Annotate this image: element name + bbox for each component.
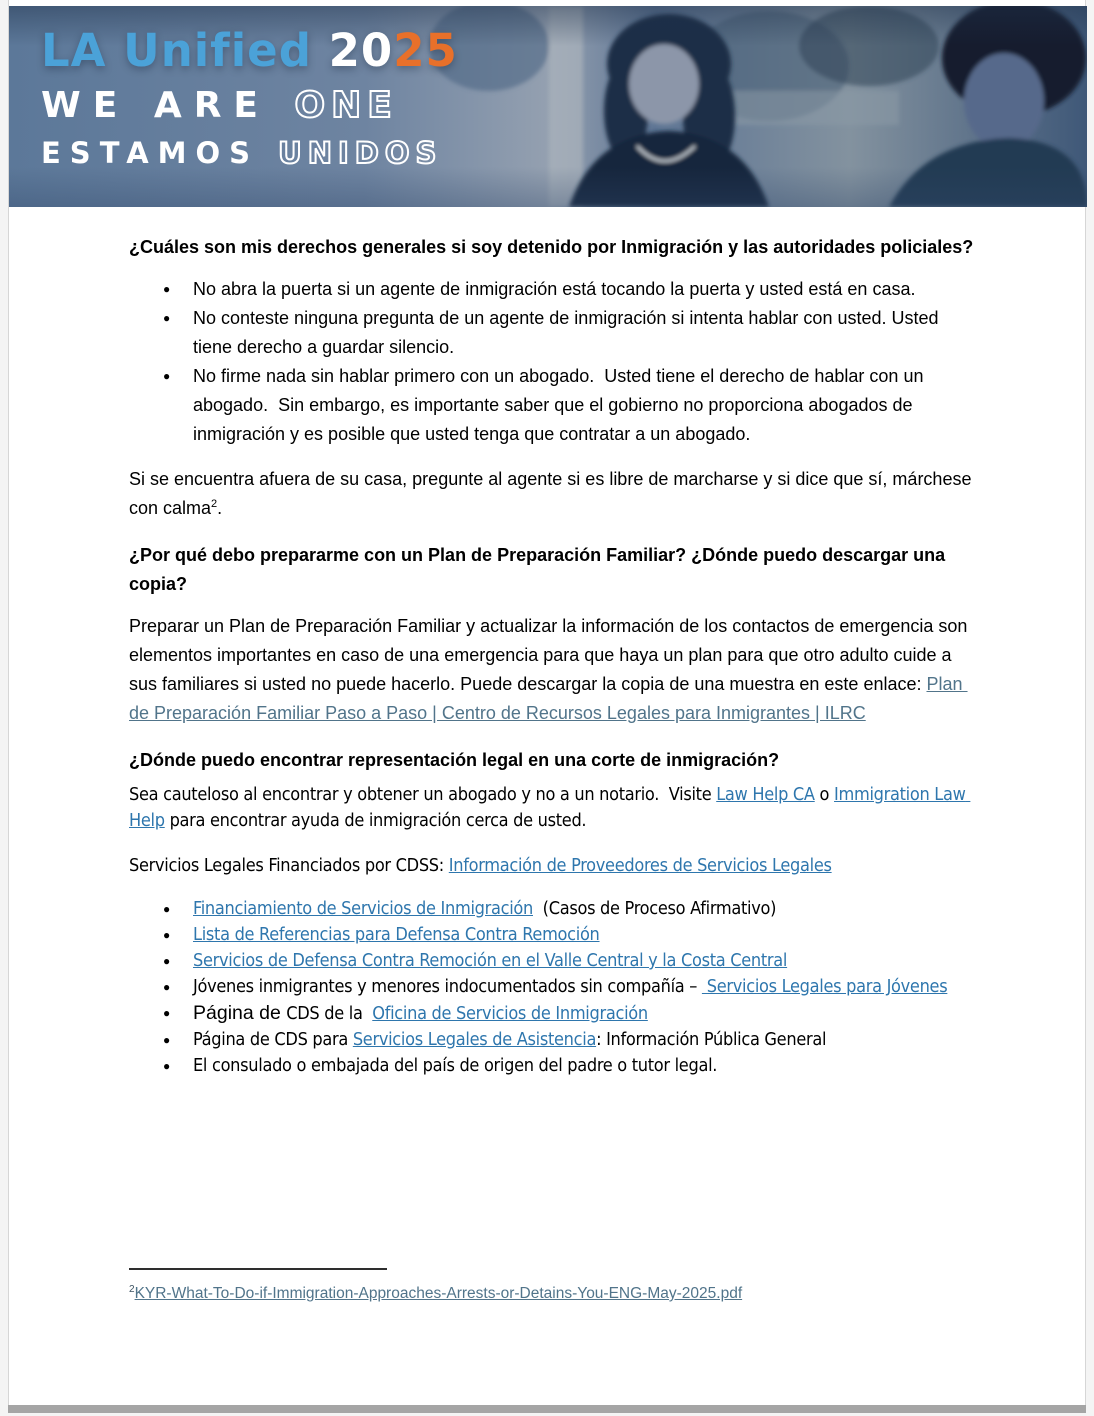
bullet-item — [129, 896, 974, 922]
text-run: Página de — [193, 1002, 287, 1024]
text-run: . — [217, 498, 223, 518]
header-banner — [9, 6, 1087, 207]
bullet-text — [193, 275, 974, 304]
logo-year-25: 25 — [393, 24, 458, 77]
text-run: No conteste ninguna pregunta de un agente de inmigración si intenta hablar con usted. Usted tiene derecho a guardar silencio. — [193, 308, 944, 357]
bullet-icon: ● — [163, 902, 171, 916]
bullet-text — [193, 896, 974, 922]
text-run: para encontrar ayuda de inmigración cerca de usted. — [164, 810, 587, 831]
footnote-text — [129, 1279, 974, 1304]
section-heading — [129, 746, 974, 775]
bullet-text — [193, 974, 974, 1000]
paragraph — [129, 853, 974, 879]
bullet-list — [129, 275, 974, 449]
content-blocks — [129, 207, 977, 1079]
logo-estamos: ESTAMOS — [41, 136, 279, 170]
logo-line-2 — [41, 85, 458, 126]
bullet-item — [129, 362, 974, 449]
bullet-icon: ● — [163, 954, 171, 968]
bullet-item — [129, 1000, 974, 1027]
bullet-text — [193, 922, 974, 948]
logo-we-are: WE ARE — [41, 85, 295, 126]
bullet-text — [193, 1053, 974, 1079]
la-unified-logo — [41, 24, 458, 170]
logo-line-1 — [41, 24, 458, 77]
footnote-ref: 2 — [211, 498, 218, 510]
text-link[interactable]: Oficina de Servicios de Inmigración — [372, 1003, 648, 1024]
document-page — [8, 0, 1086, 1405]
bullet-icon: ● — [163, 1033, 171, 1047]
section-heading — [129, 233, 974, 262]
page-bottom-edge — [8, 1405, 1086, 1413]
logo-line-3 — [41, 136, 458, 170]
text-run: (Casos de Proceso Afirmativo) — [533, 898, 777, 919]
text-link[interactable]: Lista de Referencias para Defensa Contra Remoción — [193, 924, 600, 945]
section-heading — [129, 541, 974, 599]
bullet-icon: ● — [163, 369, 171, 383]
text-run: Si se encuentra afuera de su casa, pregunte al agente si es libre de marcharse y si dice que sí, márchese con calma — [129, 469, 977, 518]
text-link[interactable]: Immigration Law Help — [129, 784, 971, 831]
bullet-item — [129, 275, 974, 304]
text-run: ¿Dónde puedo encontrar representación legal en una corte de inmigración? — [129, 750, 780, 770]
text-run: No firme nada sin hablar primero con un abogado. Usted tiene el derecho de hablar con un abogado. Sin embargo, es importante saber que el gobierno no proporciona abogados de inmigración y es posible que usted tenga que contratar a un abogado. — [193, 366, 929, 444]
footnote-divider — [129, 1268, 387, 1270]
text-run: Preparar un Plan de Preparación Familiar y actualizar la información de los contactos de emergencia son elementos importantes en caso de una emergencia para que haya un plan para que otro adulto cuide a sus familiares si usted no puede hacerlo. Puede descargar la copia de una muestra en este enlace: — [129, 616, 973, 694]
text-run: El consulado o embajada del país de origen del padre o tutor legal. — [193, 1055, 718, 1076]
footnote — [129, 1268, 974, 1304]
text-run: Servicios Legales Financiados por CDSS: — [129, 855, 449, 876]
text-run: : Información Pública General — [596, 1029, 827, 1050]
bullet-list — [129, 896, 974, 1079]
footnote-link[interactable]: KYR-What-To-Do-if-Immigration-Approaches-Arrests-or-Detains-You-ENG-May-2025.pdf — [134, 1285, 743, 1303]
bullet-icon: ● — [163, 928, 171, 942]
bullet-text — [193, 362, 974, 449]
text-link[interactable]: Información de Proveedores de Servicios Legales — [448, 855, 832, 876]
paragraph — [129, 782, 974, 834]
bullet-icon: ● — [163, 1059, 171, 1073]
bullet-item — [129, 974, 974, 1000]
text-run: Jóvenes inmigrantes y menores indocumentados sin compañía – — [193, 976, 702, 997]
bullet-text — [193, 1000, 974, 1027]
logo-la-unified: LA Unified — [41, 24, 329, 77]
bullet-icon: ● — [163, 282, 171, 296]
logo-one-outline: ONE — [294, 85, 398, 126]
text-link[interactable]: Servicios Legales para Jóvenes — [701, 976, 948, 997]
bullet-item — [129, 948, 974, 974]
text-link[interactable]: Plan de Preparación Familiar Paso a Paso | Centro de Recursos Legales para Inmigrantes | ILRC — [129, 674, 968, 723]
paragraph — [129, 465, 977, 523]
bullet-icon: ● — [163, 311, 171, 325]
bullet-item — [129, 304, 974, 362]
bullet-item — [129, 1053, 974, 1079]
footnote-marker: 2 — [129, 1284, 135, 1295]
text-run: Sea cauteloso al encontrar y obtener un abogado y no a un notario. Visite — [129, 784, 717, 805]
bullet-text — [193, 1027, 974, 1053]
text-run: CDS de la — [286, 1003, 373, 1024]
bullet-item — [129, 922, 974, 948]
bullet-text — [193, 304, 974, 362]
text-run: No abra la puerta si un agente de inmigración está tocando la puerta y usted está en casa. — [193, 279, 916, 299]
text-link[interactable]: Law Help CA — [716, 784, 815, 805]
bullet-item — [129, 1027, 974, 1053]
text-run: ¿Cuáles son mis derechos generales si soy detenido por Inmigración y las autoridades policiales? — [129, 237, 974, 257]
bullet-icon: ● — [163, 980, 171, 994]
logo-unidos-outline: UNIDOS — [278, 136, 443, 170]
text-run: Página de CDS para — [193, 1029, 353, 1050]
logo-year-20: 20 — [328, 24, 394, 77]
text-run: ¿Por qué debo prepararme con un Plan de Preparación Familiar? ¿Dónde puedo descargar una copia? — [129, 545, 951, 594]
text-link[interactable]: Servicios de Defensa Contra Remoción en el Valle Central y la Costa Central — [193, 950, 788, 971]
text-link[interactable]: Servicios Legales de Asistencia — [352, 1029, 597, 1050]
text-link[interactable]: Financiamiento de Servicios de Inmigración — [193, 898, 533, 919]
paragraph — [129, 612, 974, 728]
bullet-text — [193, 948, 974, 974]
text-run: o — [814, 784, 835, 805]
bullet-icon: ● — [163, 1006, 171, 1020]
